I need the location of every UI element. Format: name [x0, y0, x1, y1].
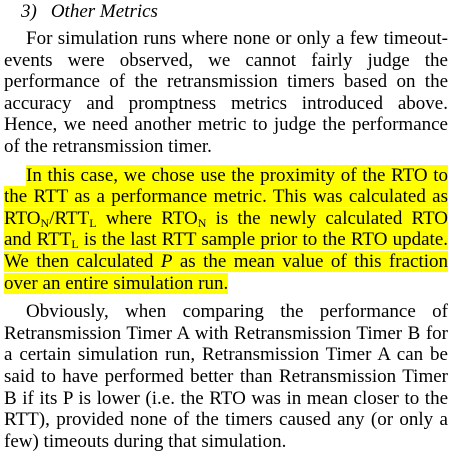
- rtt-symbol: RTT: [36, 229, 72, 251]
- section-title: Other Metrics: [50, 1, 158, 22]
- rtt-subscript: L: [71, 237, 79, 252]
- p2-text-b: where: [96, 207, 162, 229]
- p2-text-c: is the newly calculated RTO and: [4, 207, 448, 251]
- section-number: 3): [21, 1, 37, 22]
- paragraph-1: For simulation runs where none or only a few timeout-events were observed, we cannot fairly judge the performance of the retransmission timers based on the accuracy and promptness metrics introduced above. Hence, we need another metric to judge the performance of the retransmission timer.: [4, 28, 448, 157]
- section-heading: [21, 0, 448, 24]
- paragraph-2-highlighted: [4, 165, 448, 295]
- p-variable: P: [160, 250, 173, 272]
- rtt-symbol: RTT: [54, 207, 90, 229]
- fraction-slash: /: [49, 207, 55, 229]
- paragraph-3: Obviously, when comparing the performance of Retransmission Timer A with Retransmission Timer B for a certain simulation run, Retransmission Timer A can be said to have performed better than Retransmission Timer B if its P is lower (i.e. the RTO was in mean closer to the RTT), provided none of the timers caused any (or only a few) timeouts during that simulation.: [4, 301, 448, 452]
- rto-subscript: N: [197, 215, 207, 230]
- rto-subscript: N: [40, 215, 50, 230]
- rto-symbol: RTO: [4, 207, 41, 229]
- p2-text-a: In this case, we chose use the proximity of the RTO to the RTT as a performance metric. This was calculated as: [4, 164, 448, 208]
- p2-text-d: is the last RTT sample prior to the RTO update. We then calculated: [4, 229, 449, 272]
- paper-column: [4, 0, 448, 459]
- rto-symbol: RTO: [161, 207, 198, 229]
- rtt-subscript: L: [89, 215, 97, 230]
- p2-text-e: as the mean value of this fraction over an entire simulation run.: [4, 250, 449, 294]
- highlighted-text: [4, 165, 448, 294]
